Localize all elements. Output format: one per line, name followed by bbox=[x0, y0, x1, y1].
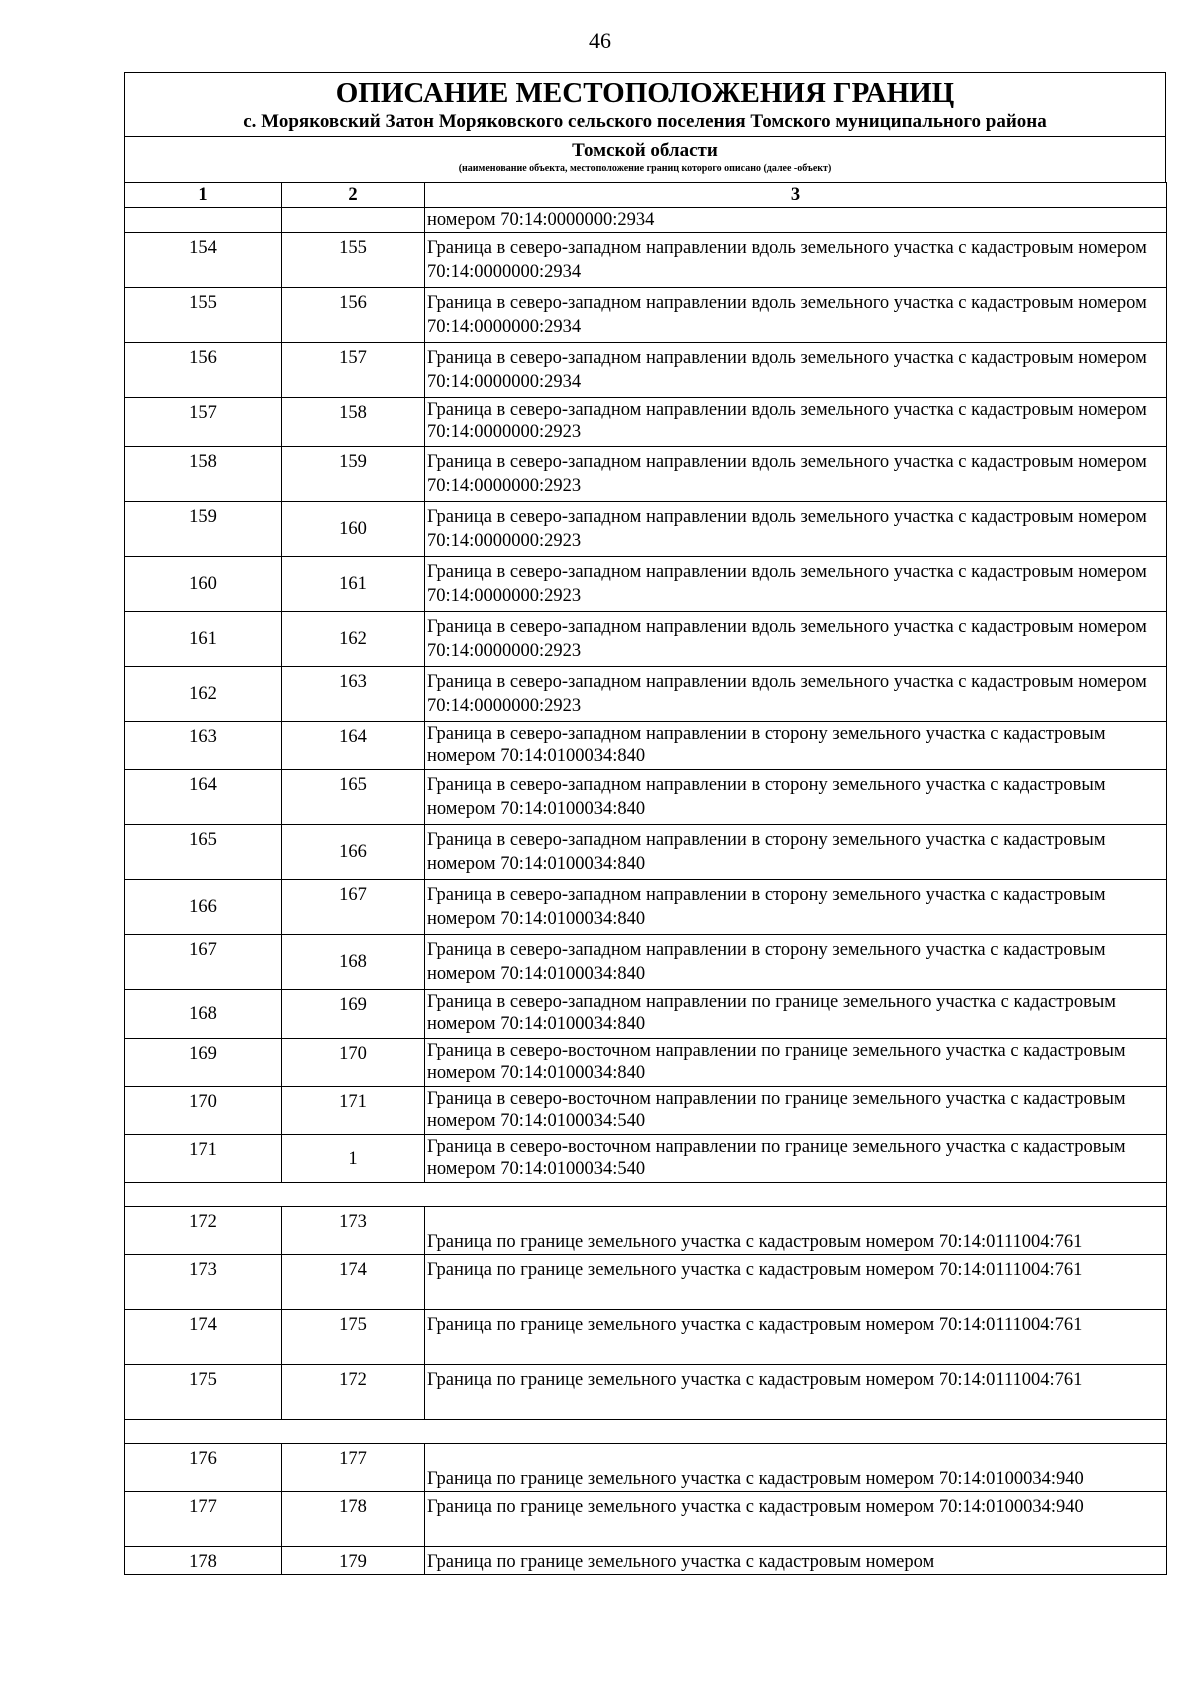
cell-description: Граница по границе земельного участка с кадастровым номером 70:14:0100034:940 bbox=[425, 1492, 1167, 1547]
cell-from-point: 157 bbox=[125, 398, 282, 447]
cell-description: Граница в северо-западном направлении в сторону земельного участка с кадастровым номером 70:14:0100034:840 bbox=[425, 935, 1167, 990]
document-header bbox=[124, 72, 1166, 136]
cell-to-point: 165 bbox=[282, 770, 425, 825]
cell-description: Граница по границе земельного участка с кадастровым номером 70:14:0111004:761 bbox=[425, 1207, 1167, 1255]
cell-to-point: 179 bbox=[282, 1547, 425, 1575]
cell-to-point: 162 bbox=[282, 612, 425, 667]
document-title: ОПИСАНИЕ МЕСТОПОЛОЖЕНИЯ ГРАНИЦ bbox=[335, 77, 955, 109]
column-header-3: 3 bbox=[425, 183, 1167, 208]
cell-to-point: 157 bbox=[282, 343, 425, 398]
cell-description: номером 70:14:0000000:2934 bbox=[425, 208, 1167, 233]
table-row bbox=[125, 398, 1167, 447]
cell-from-point: 171 bbox=[125, 1135, 282, 1183]
cell-to-point: 169 bbox=[282, 990, 425, 1039]
page-number: 46 bbox=[589, 28, 611, 53]
cell-description: Граница в северо-западном направлении вдоль земельного участка с кадастровым номером 70:14:0000000:2923 bbox=[425, 447, 1167, 502]
cell-description: Граница в северо-западном направлении в сторону земельного участка с кадастровым номером 70:14:0100034:840 bbox=[425, 770, 1167, 825]
cell-to-point: 172 bbox=[282, 1365, 425, 1420]
cell-from-point: 170 bbox=[125, 1087, 282, 1135]
table-row bbox=[125, 208, 1167, 233]
cell-description: Граница в северо-западном направлении вдоль земельного участка с кадастровым номером 70:14:0000000:2934 bbox=[425, 233, 1167, 288]
cell-from-point: 176 bbox=[125, 1444, 282, 1492]
separator-row bbox=[125, 1420, 1167, 1444]
cell-description: Граница в северо-западном направлении вдоль земельного участка с кадастровым номером 70:14:0000000:2923 bbox=[425, 398, 1167, 447]
table-row bbox=[125, 1087, 1167, 1135]
cell-description: Граница в северо-западном направлении вдоль земельного участка с кадастровым номером 70:14:0000000:2934 bbox=[425, 288, 1167, 343]
table-row bbox=[125, 770, 1167, 825]
table-row bbox=[125, 1444, 1167, 1492]
cell-to-point: 163 bbox=[282, 667, 425, 722]
cell-from-point: 169 bbox=[125, 1039, 282, 1087]
table-row bbox=[125, 447, 1167, 502]
cell-description: Граница в северо-западном направлении вдоль земельного участка с кадастровым номером 70:14:0000000:2923 bbox=[425, 667, 1167, 722]
table-row bbox=[125, 612, 1167, 667]
cell-to-point: 158 bbox=[282, 398, 425, 447]
separator-row bbox=[125, 1183, 1167, 1207]
cell-from-point: 166 bbox=[125, 880, 282, 935]
table-row bbox=[125, 825, 1167, 880]
document-subtitle: с. Моряковский Затон Моряковского сельского поселения Томского муниципального района bbox=[243, 111, 1047, 132]
cell-from-point: 172 bbox=[125, 1207, 282, 1255]
cell-to-point bbox=[282, 208, 425, 233]
cell-to-point: 168 bbox=[282, 935, 425, 990]
table-row bbox=[125, 557, 1167, 612]
cell-to-point: 174 bbox=[282, 1255, 425, 1310]
cell-description: Граница по границе земельного участка с кадастровым номером 70:14:0111004:761 bbox=[425, 1310, 1167, 1365]
cell-from-point: 155 bbox=[125, 288, 282, 343]
cell-description: Граница в северо-западном направлении в сторону земельного участка с кадастровым номером 70:14:0100034:840 bbox=[425, 722, 1167, 770]
cell-to-point: 161 bbox=[282, 557, 425, 612]
table-row bbox=[125, 288, 1167, 343]
table-row bbox=[125, 1492, 1167, 1547]
cell-to-point: 170 bbox=[282, 1039, 425, 1087]
cell-from-point: 174 bbox=[125, 1310, 282, 1365]
cell-to-point: 164 bbox=[282, 722, 425, 770]
table-row bbox=[125, 1255, 1167, 1310]
table-row bbox=[125, 1039, 1167, 1087]
cell-description: Граница в северо-западном направлении вдоль земельного участка с кадастровым номером 70:14:0000000:2923 bbox=[425, 612, 1167, 667]
table-row bbox=[125, 722, 1167, 770]
cell-to-point: 159 bbox=[282, 447, 425, 502]
cell-from-point: 175 bbox=[125, 1365, 282, 1420]
cell-description: Граница в северо-западном направлении в сторону земельного участка с кадастровым номером 70:14:0100034:840 bbox=[425, 880, 1167, 935]
column-header-2: 2 bbox=[282, 183, 425, 208]
cell-from-point: 168 bbox=[125, 990, 282, 1039]
column-header-1: 1 bbox=[125, 183, 282, 208]
cell-description: Граница в северо-западном направлении вдоль земельного участка с кадастровым номером 70:14:0000000:2923 bbox=[425, 502, 1167, 557]
cell-from-point: 158 bbox=[125, 447, 282, 502]
cell-from-point bbox=[125, 208, 282, 233]
table-row bbox=[125, 880, 1167, 935]
cell-from-point: 164 bbox=[125, 770, 282, 825]
cell-from-point: 159 bbox=[125, 502, 282, 557]
table-row bbox=[125, 233, 1167, 288]
cell-from-point: 178 bbox=[125, 1547, 282, 1575]
table-row bbox=[125, 343, 1167, 398]
cell-from-point: 177 bbox=[125, 1492, 282, 1547]
cell-description: Граница в северо-западном направлении в сторону земельного участка с кадастровым номером 70:14:0100034:840 bbox=[425, 825, 1167, 880]
cell-from-point: 156 bbox=[125, 343, 282, 398]
cell-to-point: 175 bbox=[282, 1310, 425, 1365]
cell-from-point: 165 bbox=[125, 825, 282, 880]
cell-description: Граница по границе земельного участка с кадастровым номером 70:14:0111004:761 bbox=[425, 1255, 1167, 1310]
cell-from-point: 162 bbox=[125, 667, 282, 722]
cell-description: Граница в северо-восточном направлении по границе земельного участка с кадастровым номером 70:14:0100034:540 bbox=[425, 1087, 1167, 1135]
cell-to-point: 173 bbox=[282, 1207, 425, 1255]
cell-to-point: 171 bbox=[282, 1087, 425, 1135]
table-row bbox=[125, 1135, 1167, 1183]
cell-description: Граница по границе земельного участка с кадастровым номером 70:14:0100034:940 bbox=[425, 1444, 1167, 1492]
cell-description: Граница в северо-западном направлении вдоль земельного участка с кадастровым номером 70:14:0000000:2934 bbox=[425, 343, 1167, 398]
cell-description: Граница по границе земельного участка с кадастровым номером 70:14:0111004:761 bbox=[425, 1365, 1167, 1420]
cell-from-point: 161 bbox=[125, 612, 282, 667]
cell-description: Граница в северо-восточном направлении по границе земельного участка с кадастровым номером 70:14:0100034:840 bbox=[425, 1039, 1167, 1087]
cell-from-point: 173 bbox=[125, 1255, 282, 1310]
table-row bbox=[125, 502, 1167, 557]
object-note: (наименование объекта, местоположение границ которого описано (далее -объект) bbox=[458, 163, 832, 174]
table-row bbox=[125, 990, 1167, 1039]
cell-description: Граница в северо-западном направлении по границе земельного участка с кадастровым номером 70:14:0100034:840 bbox=[425, 990, 1167, 1039]
cell-to-point: 156 bbox=[282, 288, 425, 343]
cell-to-point: 155 bbox=[282, 233, 425, 288]
cell-description: Граница в северо-западном направлении вдоль земельного участка с кадастровым номером 70:14:0000000:2923 bbox=[425, 557, 1167, 612]
cell-to-point: 177 bbox=[282, 1444, 425, 1492]
boundary-table bbox=[124, 182, 1167, 1575]
cell-to-point: 1 bbox=[282, 1135, 425, 1183]
object-name-box bbox=[124, 136, 1166, 182]
table-row bbox=[125, 1365, 1167, 1420]
table-row bbox=[125, 1207, 1167, 1255]
cell-from-point: 154 bbox=[125, 233, 282, 288]
cell-to-point: 178 bbox=[282, 1492, 425, 1547]
cell-to-point: 167 bbox=[282, 880, 425, 935]
cell-from-point: 160 bbox=[125, 557, 282, 612]
table-header-row bbox=[125, 183, 1167, 208]
table-row bbox=[125, 935, 1167, 990]
cell-to-point: 166 bbox=[282, 825, 425, 880]
region-name: Томской области bbox=[572, 140, 718, 161]
cell-from-point: 163 bbox=[125, 722, 282, 770]
separator-cell bbox=[125, 1420, 1167, 1444]
cell-from-point: 167 bbox=[125, 935, 282, 990]
boundary-description-document bbox=[124, 72, 1166, 1575]
table-row bbox=[125, 667, 1167, 722]
separator-cell bbox=[125, 1183, 1167, 1207]
table-row bbox=[125, 1547, 1167, 1575]
table-row bbox=[125, 1310, 1167, 1365]
cell-description: Граница в северо-восточном направлении по границе земельного участка с кадастровым номером 70:14:0100034:540 bbox=[425, 1135, 1167, 1183]
cell-to-point: 160 bbox=[282, 502, 425, 557]
cell-description: Граница по границе земельного участка с кадастровым номером bbox=[425, 1547, 1167, 1575]
